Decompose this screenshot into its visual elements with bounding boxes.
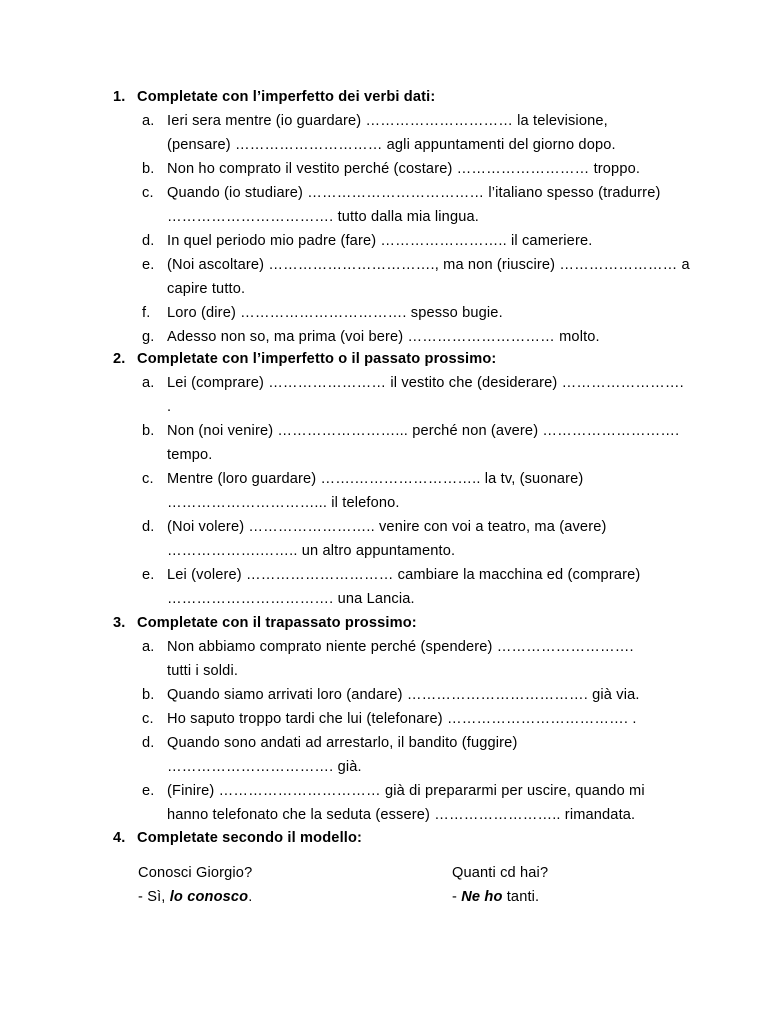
exercise-1 [113, 85, 690, 349]
exercise-number: 1. [113, 89, 126, 105]
exercise-item [113, 181, 683, 229]
item-text: Adesso non so, ma prima (voi bere) ………………………… molto. [167, 329, 600, 345]
item-letter: a. [142, 375, 155, 391]
exercise-title: Completate con l’imperfetto dei verbi dati: [137, 89, 436, 105]
item-text: capire tutto. [167, 281, 246, 297]
exercise-4 [113, 826, 683, 850]
item-text: Quando (io studiare) ……………………………… l’italiano spesso (tradurre) [167, 185, 661, 201]
exercise-title: Completate con l’imperfetto o il passato prossimo: [137, 351, 497, 367]
item-text: Ho saputo troppo tardi che lui (telefonare) ………………………………. . [167, 711, 637, 727]
item-text: tempo. [167, 447, 213, 463]
item-letter: b. [142, 687, 155, 703]
exercise-heading [113, 85, 683, 109]
exercise-title: Completate con il trapassato prossimo: [137, 615, 417, 631]
item-text: Non ho comprato il vestito perché (costare) ……………………… troppo. [167, 161, 641, 177]
exercise-item [113, 253, 690, 301]
model-answer-prefix: - Sì, [138, 889, 170, 905]
item-text: (Noi ascoltare) ……………………………., ma non (riuscire) …………………… a [167, 257, 690, 273]
item-text: Mentre (loro guardare) …….…………………….. la tv, (suonare) [167, 471, 584, 487]
item-letter: d. [142, 735, 155, 751]
item-letter: b. [142, 423, 155, 439]
item-text: tutti i soldi. [167, 663, 239, 679]
model-question: Conosci Giorgio? [138, 865, 253, 881]
item-text: (pensare) ………………………… agli appuntamenti del giorno dopo. [167, 137, 616, 153]
model-example-left [138, 861, 252, 909]
item-text: Non (noi venire) ……………………... perché non (avere) ………………………. [167, 423, 680, 439]
exercise-title: Completate secondo il modello: [137, 830, 363, 846]
model-answer-suffix: . [248, 889, 253, 905]
item-letter: b. [142, 161, 155, 177]
item-text: Loro (dire) ……………………………. spesso bugie. [167, 305, 503, 321]
item-text: ……………………………. già. [167, 759, 362, 775]
item-letter: c. [142, 711, 154, 727]
item-text: hanno telefonato che la seduta (essere) …………………….. rimandata. [167, 807, 636, 823]
item-text: ……………….…….. un altro appuntamento. [167, 543, 456, 559]
item-letter: c. [142, 471, 154, 487]
item-letter: e. [142, 257, 155, 273]
exercise-item [113, 109, 683, 157]
model-question: Quanti cd hai? [452, 865, 549, 881]
item-letter: c. [142, 185, 154, 201]
exercise-item [113, 515, 683, 563]
exercise-item [113, 731, 683, 779]
exercise-item [113, 779, 683, 827]
model-answer-prefix: - [452, 889, 462, 905]
exercise-heading [113, 347, 683, 371]
model-answer-suffix: tanti. [502, 889, 540, 905]
item-text: Ieri sera mentre (io guardare) ………………………… la televisione, [167, 113, 608, 129]
item-text: …………………………... il telefono. [167, 495, 400, 511]
item-text: Lei (volere) ………………………… cambiare la macchina ed (comprare) [167, 567, 641, 583]
item-letter: g. [142, 329, 155, 345]
exercise-item [113, 301, 683, 325]
exercise-item [113, 371, 683, 419]
item-letter: e. [142, 783, 155, 799]
item-text: Quando sono andati ad arrestarlo, il bandito (fuggire) [167, 735, 518, 751]
model-example-right [452, 861, 548, 909]
item-text: In quel periodo mio padre (fare) …………………….. il cameriere. [167, 233, 593, 249]
exercise-item [113, 563, 683, 611]
model-answer-emphasis: lo conosco [169, 889, 249, 905]
exercise-item [113, 707, 683, 731]
exercise-number: 3. [113, 615, 126, 631]
exercise-item [113, 467, 683, 515]
item-letter: e. [142, 567, 155, 583]
item-letter: d. [142, 233, 155, 249]
model-answer [138, 885, 252, 909]
model-answer-emphasis: Ne ho [461, 889, 503, 905]
exercise-heading [113, 826, 683, 850]
exercise-item [113, 325, 683, 349]
exercise-item [113, 635, 683, 683]
item-text: ……………………………. tutto dalla mia lingua. [167, 209, 479, 225]
item-text: Quando siamo arrivati loro (andare) ………………………………. già via. [167, 687, 640, 703]
item-text: . [167, 399, 172, 415]
exercise-2 [113, 347, 683, 611]
model-answer [452, 885, 548, 909]
item-letter: a. [142, 113, 155, 129]
exercise-number: 4. [113, 830, 126, 846]
exercise-item [113, 157, 683, 181]
exercise-heading [113, 611, 683, 635]
item-text: Non abbiamo comprato niente perché (spendere) ………………………. [167, 639, 634, 655]
item-text: Lei (comprare) …………………… il vestito che (desiderare) ……………………. [167, 375, 684, 391]
item-letter: a. [142, 639, 155, 655]
exercise-item [113, 683, 683, 707]
exercise-number: 2. [113, 351, 126, 367]
item-text: ……………………………. una Lancia. [167, 591, 415, 607]
exercise-3 [113, 611, 683, 827]
item-letter: d. [142, 519, 155, 535]
exercise-item [113, 229, 683, 253]
exercise-item [113, 419, 683, 467]
item-letter: f. [142, 305, 151, 321]
item-text: (Noi volere) …………………….. venire con voi a teatro, ma (avere) [167, 519, 607, 535]
item-text: (Finire) …………………………… già di prepararmi per uscire, quando mi [167, 783, 645, 799]
